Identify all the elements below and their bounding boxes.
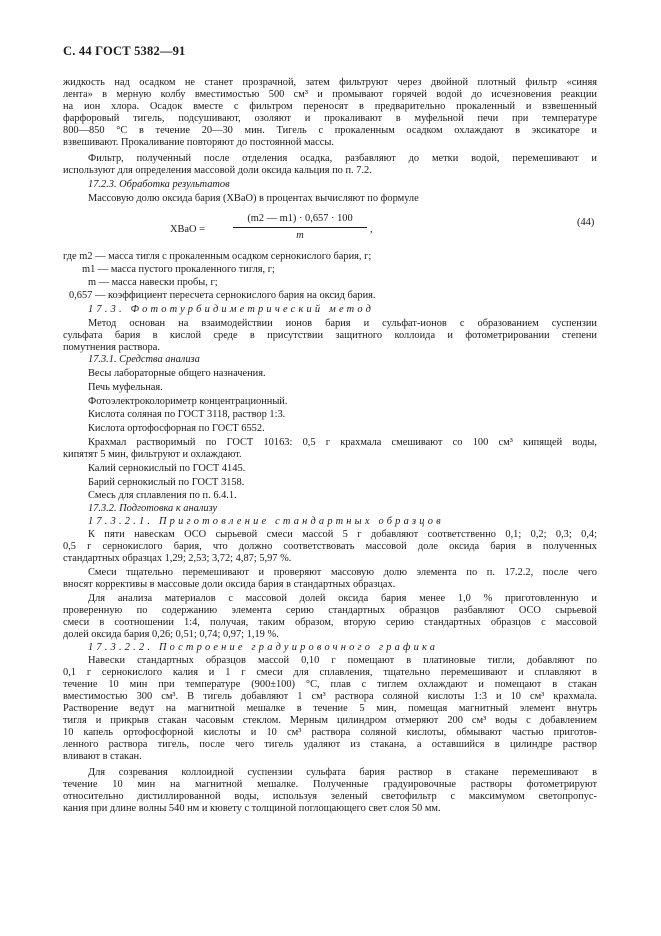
text-line: на ион хлора. Осадок вместе с фильтром переносят в предварительно прокаленный и взвешенный	[63, 101, 597, 112]
text-line: Навески стандартных образцов массой 0,10 г помещают в платиновые тигли, добавляют по	[88, 655, 597, 666]
text-line: Смеси тщательно перемешивают и проверяют массовую долю элемента по п. 17.2.2, после чего	[88, 567, 597, 578]
text-line: Калий сернокислый по ГОСТ 4145.	[88, 463, 246, 474]
fraction-bar	[233, 227, 367, 228]
text-line: Фильтр, полученный после отделения осадка, разбавляют до метки водой, перемешивают и	[88, 153, 597, 164]
text-line: 10 капель ортофосфорной кислоты и 10 см³ раствора соляной кислоты, обмывают частью приготов-	[63, 727, 597, 738]
text-line: смеси в соотношении 1:4, получая, таким образом, вторую серию стандартных образцов с массовой	[63, 617, 597, 628]
text-line: Для созревания коллоидной суспензии сульфата бария раствор в стакане перемешивают в	[88, 767, 597, 778]
text-line: используют для определения массовой доли оксида кальция по п. 7.2.	[63, 165, 372, 176]
text-line: кипятят 5 мин, фильтруют и охлаждают.	[63, 449, 242, 460]
text-line: фарфоровый тигель, подсушивают, озоляют и прокаливают в муфельной печи при температуре	[63, 113, 597, 124]
section-heading: 17.3.2. Подготовка к анализу	[88, 503, 218, 514]
text-line: Барий сернокислый по ГОСТ 3158.	[88, 477, 245, 488]
formula-lhs: XBaO =	[170, 224, 206, 235]
text-line: Смесь для сплавления по п. 6.4.1.	[88, 490, 237, 501]
text-line: Массовую долю оксида бария (XBaO) в процентах вычисляют по формуле	[88, 193, 419, 204]
text-line: 0,657 — коэффициент пересчета сернокислого бария на оксид бария.	[69, 290, 376, 301]
text-line: течение 10 мин на магнитной мешалке. Полученные градуировочные растворы фотометрируют	[63, 779, 597, 790]
section-heading: 17.3. Фототурбидиметрический метод	[88, 304, 375, 315]
section-heading: 17.3.2.1. Приготовление стандартных образцов	[88, 516, 444, 527]
text-line: вливают в стакан.	[63, 751, 142, 762]
text-line: ленного раствора тигель, после чего тигель удаляют из стакана, а оставшийся в цилиндре раствор	[63, 739, 597, 750]
text-line: 0,5 г сернокислого бария, что должно соответствовать массовой доле оксида бария в полученных	[63, 541, 597, 552]
text-line: вместимостью 300 см³. В тигель добавляют 1 см³ раствора соляной кислоты 1:3 и 10 см³ крахмала.	[63, 691, 597, 702]
formula-comma: ,	[370, 224, 373, 235]
text-line: m1 — масса пустого прокаленного тигля, г;	[82, 264, 275, 275]
text-line: вносят коррективы в массовые доли оксида бария в стандартных образцах.	[63, 579, 396, 590]
page-header: С. 44 ГОСТ 5382—91	[63, 44, 186, 58]
text-line: Крахмал растворимый по ГОСТ 10163: 0,5 г крахмала смешивают со 100 см³ кипящей воды,	[88, 437, 597, 448]
text-line: Фотоэлектроколориметр концентрационный.	[88, 396, 288, 407]
section-heading: 17.3.2.2. Построение градуировочного графика	[88, 642, 439, 653]
text-line: течение 10 мин при температуре (900±100) °С, плав с тиглем охлаждают и помещают в стакан	[63, 679, 597, 690]
text-line: где m2 — масса тигля с прокаленным осадком сернокислого бария, г;	[63, 251, 372, 262]
text-line: стандартных образцах 1,29; 2,53; 3,72; 4,87; 5,97 %.	[63, 553, 292, 564]
text-line: сульфата бария в кислой среде в присутствии защитного коллоида и фотометрировании степени	[63, 330, 597, 341]
text-line: Кислота ортофосфорная по ГОСТ 6552.	[88, 423, 265, 434]
text-line: относительно дистиллированной воды, используя зеленый светофильтр с максимумом светопропус-	[63, 791, 597, 802]
text-line: Весы лабораторные общего назначения.	[88, 368, 266, 379]
text-line: Кислота соляная по ГОСТ 3118, раствор 1:3.	[88, 409, 286, 420]
text-line: Метод основан на взаимодействии ионов бария и сульфат-ионов с образованием суспензии	[88, 318, 597, 329]
text-line: К пяти навескам ОСО сырьевой смеси массой 5 г добавляют соответственно 0,1; 0,2; 0,3; 0,4;	[88, 529, 597, 540]
text-line: 800—850 °С в течение 20—30 мин. Тигель с прокаленным осадком охлаждают в эксикаторе и	[63, 125, 597, 136]
equation-number: (44)	[577, 217, 595, 228]
text-line: помутнения раствора.	[63, 342, 160, 353]
text-line: проверенную по содержанию элемента серию стандартных образцов разбавляют ОСО сырьевой	[63, 605, 597, 616]
text-line: Для анализа материалов с массовой долей оксида бария менее 1,0 % приготовленную и	[88, 593, 597, 604]
text-line: жидкость над осадком не станет прозрачной, затем фильтруют через двойной плотный фильтр «синяя	[63, 77, 597, 88]
text-line: Растворение ведут на магнитной мешалке в течение 5 мин, помещая магнитный элемент внутрь	[63, 703, 597, 714]
text-line: тигля и прикрыв стакан часовым стеклом. Мерным цилиндром отмеряют 200 см³ воды с добавлением	[63, 715, 597, 726]
text-line: 0,1 г сернокислого калия и 1 г смеси для сплавления, тщательно перемешивают и сплавляют в	[63, 667, 597, 678]
text-line: взвешивают. Прокаливание повторяют до постоянной массы.	[63, 137, 334, 148]
section-heading: 17.3.1. Средства анализа	[88, 354, 200, 365]
section-heading: 17.2.3. Обработка результатов	[88, 179, 230, 190]
text-line: кания при длине волны 540 нм и кювету с толщиной поглощающего свет слоя 50 мм.	[63, 803, 441, 814]
formula-numerator: (m2 — m1) · 0,657 · 100	[247, 213, 353, 224]
text-line: лента» в мерную колбу вместимостью 500 см³ и промывают горячей водой до исчезновения реакции	[63, 89, 597, 100]
text-line: долей оксида бария 0,26; 0,51; 0,74; 0,97; 1,19 %.	[63, 629, 279, 640]
text-line: m — масса навески пробы, г;	[88, 277, 218, 288]
formula-denominator: m	[296, 230, 304, 241]
text-line: Печь муфельная.	[88, 382, 163, 393]
